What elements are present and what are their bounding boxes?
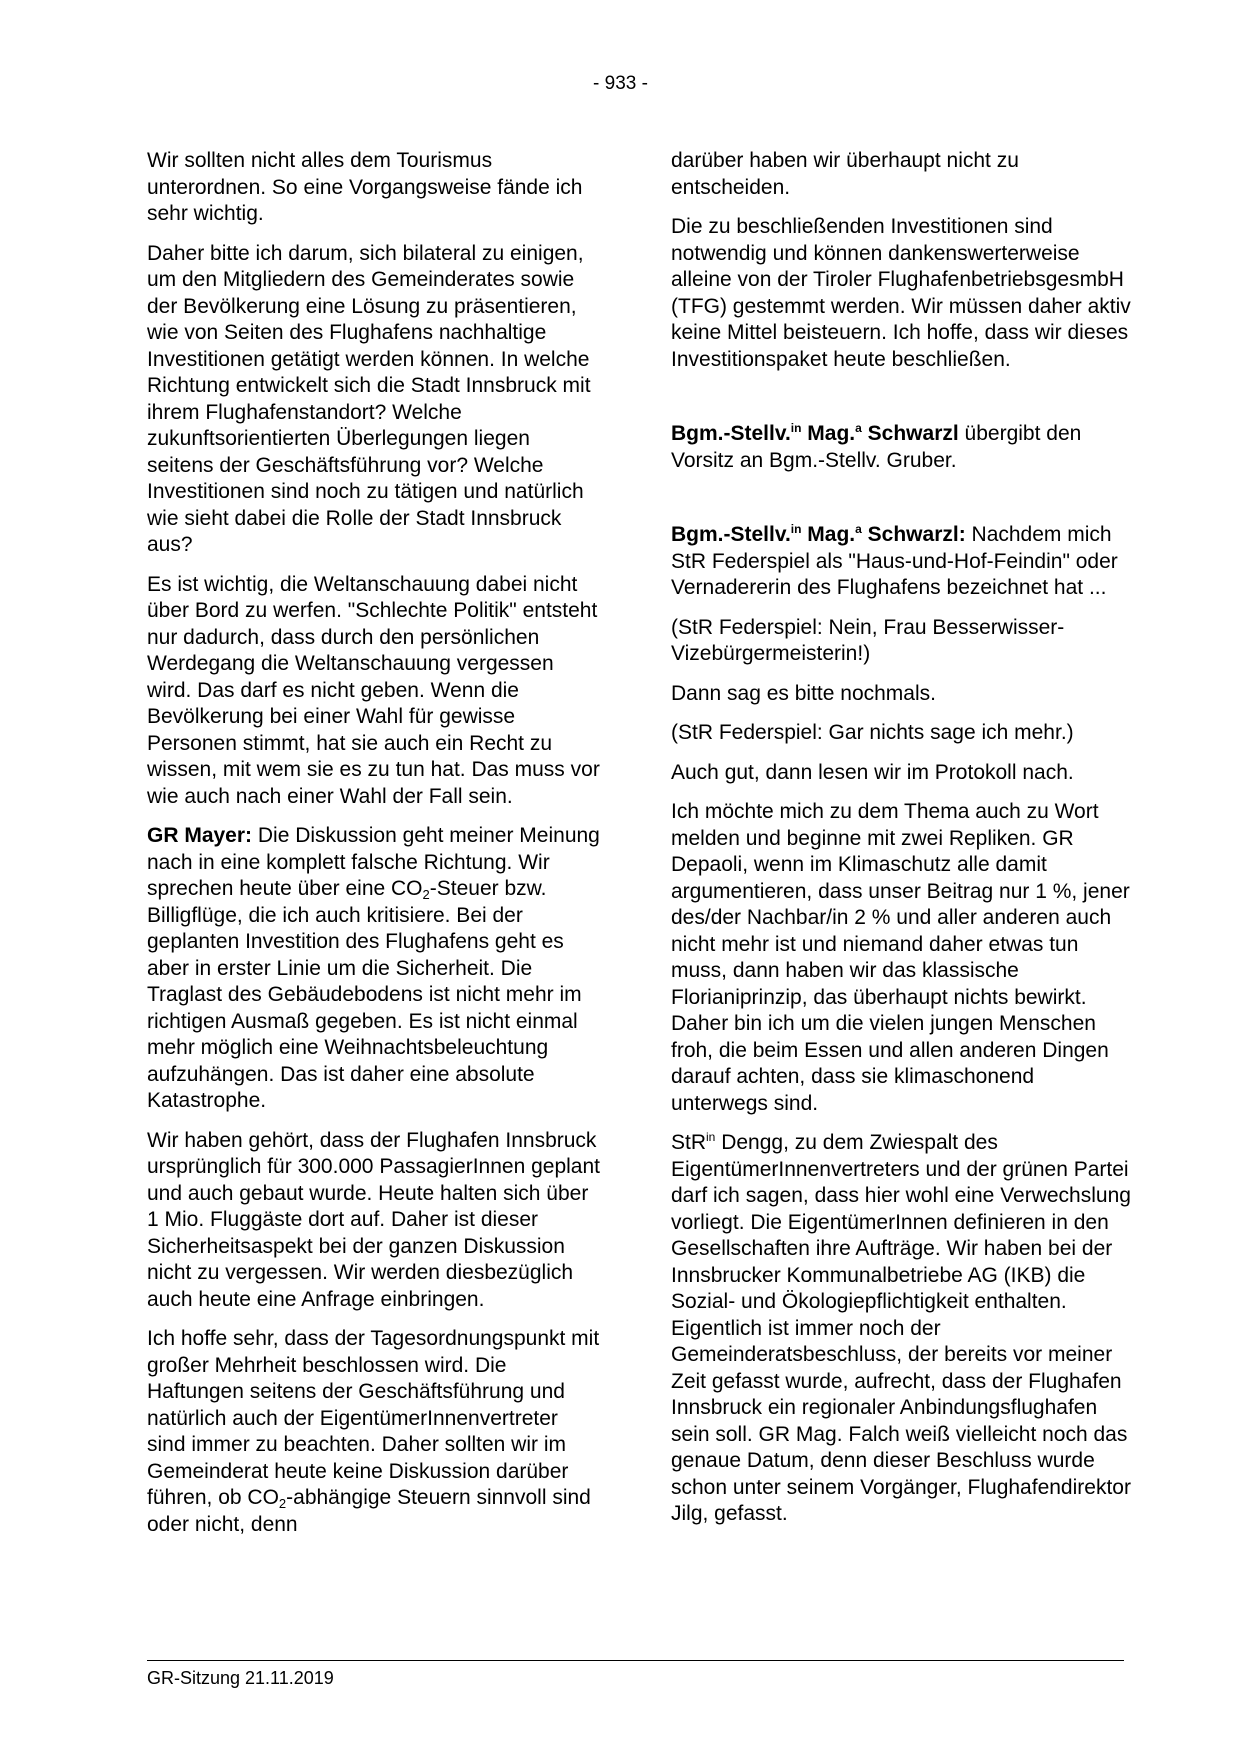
paragraph: Auch gut, dann lesen wir im Protokoll nach. — [671, 760, 1074, 784]
paragraph: darüber haben wir überhaupt nicht zu entscheiden. — [671, 149, 1019, 199]
interjection: (StR Federspiel: Nein, Frau Besserwisser-Vizebürgermeisterin!) — [671, 615, 1065, 665]
footer-rule — [147, 1660, 1124, 1661]
paragraph: Wir sollten nicht alles dem Tourismus unterordnen. So eine Vorgangsweise fände ich sehr wichtig. — [147, 149, 583, 225]
paragraph: Ich möchte mich zu dem Thema auch zu Wort melden und beginne mit zwei Repliken. GR Depaoli, wenn im Klimaschutz alle damit argumentieren, dass unser Beitrag nur 1 %, jener des/der Nachbar/in 2 % und aller anderen auch nicht mehr ist und niemand daher etwas tun muss, dann haben wir das klassische Florianiprinzip, das überhaupt nichts bewirkt. Daher bin ich um die vielen jungen Menschen froh, die beim Essen und allen anderen Dingen darauf achten, dass sie klimaschonend unterwegs sind. — [671, 800, 1130, 1115]
speaker-name: Bgm.-Stellv.$^{in}$ Mag.$^a$ Schwarzl: — [671, 522, 966, 546]
interjection: (StR Federspiel: Gar nichts sage ich mehr.) — [671, 721, 1074, 744]
paragraph: StR$^{in}$ Dengg, zu dem Zwiespalt des EigentümerInnenvertreters und der grünen Partei darf ich sagen, dass hier wohl eine Verwechslung vorliegt. Die EigentümerInnen definieren in den Gesellschaften ihre Aufträge. Wir haben bei der Innsbrucker Kommunalbetriebe AG (IKB) die Sozial- und Ökologiepflichtigkeit enthalten. Eigentlich ist immer noch der Gemeinderatsbeschluss, der bereits vor meiner Zeit gefasst wurde, aufrecht, dass der Flughafen Innsbruck ein regionaler Anbindungsflughafen sein soll. GR Mag. Falch weiß vielleicht noch das genaue Datum, denn dieser Beschluss wurde schon unter seinem Vorgänger, Flughafendirektor Jilg, gefasst. — [671, 1130, 1131, 1525]
speaker-name: GR Mayer: — [147, 824, 253, 847]
paragraph: Wir haben gehört, dass der Flughafen Innsbruck ursprünglich für 300.000 PassagierInnen geplant und auch gebaut wurde. Heute halten sich über 1 Mio. Fluggäste dort auf. Daher ist dieser Sicherheitsaspekt bei der ganzen Diskussion nicht zu vergessen. Wir werden diesbezüglich auch heute eine Anfrage einbringen. — [147, 1128, 600, 1311]
left-column — [147, 148, 602, 1551]
speaker-name: Bgm.-Stellv.$^{in}$ Mag.$^a$ Schwarzl — [671, 421, 959, 445]
speech-schwarzl: Bgm.-Stellv.$^{in}$ Mag.$^a$ Schwarzl: Nachdem mich StR Federspiel als "Haus-und-Hof-Feindin" oder Vernadererin des Flughafens bezeichnet hat ... — [671, 522, 1118, 599]
right-column — [671, 148, 1131, 1541]
paragraph: Daher bitte ich darum, sich bilateral zu einigen, um den Mitgliedern des Gemeinderates sowie der Bevölkerung eine Lösung zu präsentieren, wie von Seiten des Flughafens nachhaltige Investitionen getätigt werden können. In welche Richtung entwickelt sich die Stadt Innsbruck mit ihrem Flughafenstandort? Welche zukunftsorientierten Überlegungen liegen seitens der Geschäftsführung vor? Welche Investitionen sind noch zu tätigen und natürlich wie sieht dabei die Rolle der Stadt Innsbruck aus? — [147, 241, 591, 556]
footer-session-date: GR-Sitzung 21.11.2019 — [147, 1668, 334, 1688]
paragraph: Die zu beschließenden Investitionen sind notwendig und können dankenswerterweise alleine von der Tiroler FlughafenbetriebsgesmbH (TFG) gestemmt werden. Wir müssen daher aktiv keine Mittel beisteuern. Ich hoffe, dass wir dieses Investitionspaket heute beschließen. — [671, 215, 1131, 371]
paragraph: Dann sag es bitte nochmals. — [671, 681, 936, 705]
speech-mayer: GR Mayer: Die Diskussion geht meiner Meinung nach in eine komplett falsche Richtung. Wir sprechen heute über eine $CO_2$-Steuer bzw. Billigflüge, die ich auch kritisiere. Bei der geplanten Investition des Flughafens geht es aber in erster Linie um die Sicherheit. Die Traglast des Gebäudebodens ist nicht mehr im richtigen Ausmaß gegeben. Es ist nicht einmal mehr möglich eine Weihnachtsbeleuchtung aufzuhängen. Das ist daher eine absolute Katastrophe. — [147, 824, 600, 1112]
paragraph: Ich hoffe sehr, dass der Tagesordnungspunkt mit großer Mehrheit beschlossen wird. Die Haftungen seitens der Geschäftsführung und natürlich auch der EigentümerInnenvertreter sind immer zu beachten. Daher sollten wir im Gemeinderat heute keine Diskussion darüber führen, ob $CO_2$-abhängige Steuern sinnvoll sind oder nicht, denn — [147, 1327, 600, 1536]
paragraph: Es ist wichtig, die Weltanschauung dabei nicht über Bord zu werfen. "Schlechte Politik" entsteht nur dadurch, dass durch den persönlichen Werdegang die Weltanschauung vergessen wird. Das darf es nicht geben. Wenn die Bevölkerung bei einer Wahl für gewisse Personen stimmt, hat sie auch ein Recht zu wissen, mit wem sie es zu tun hat. Das muss vor wie auch nach einer Wahl der Fall sein. — [147, 572, 600, 808]
page-number: - 933 - — [593, 73, 648, 94]
chair-handover-note: Bgm.-Stellv.$^{in}$ Mag.$^a$ Schwarzl übergibt den Vorsitz an Bgm.-Stellv. Gruber. — [671, 421, 1082, 472]
